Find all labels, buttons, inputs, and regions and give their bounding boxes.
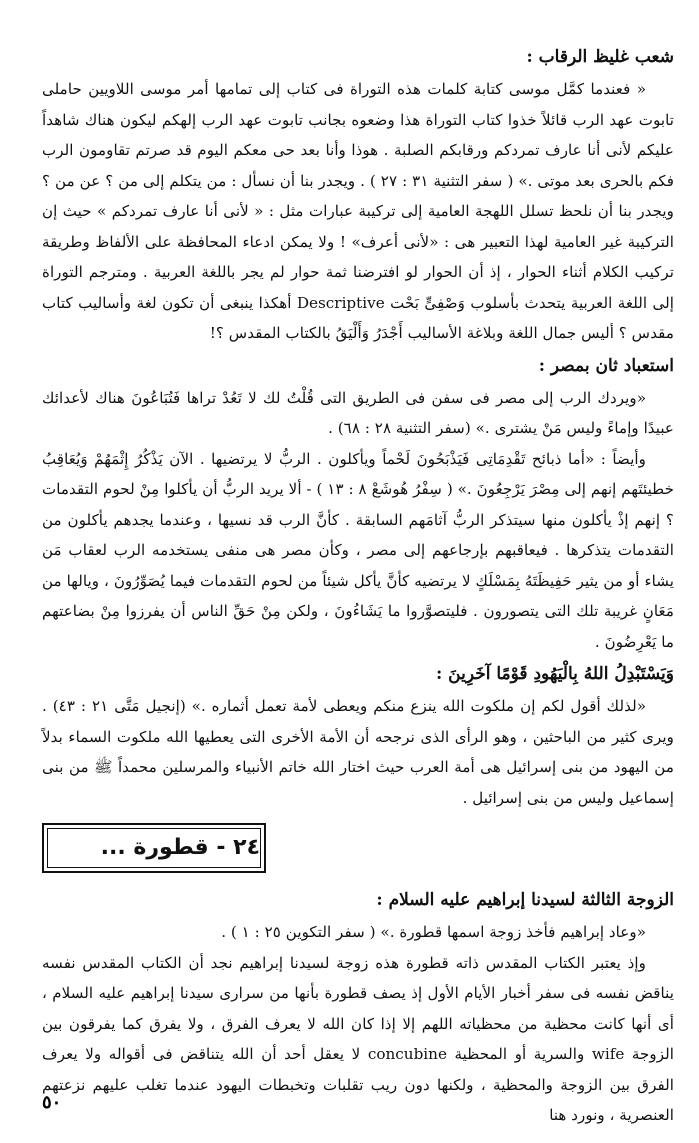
page-number: ٥٠ — [42, 1092, 62, 1113]
page-body — [42, 40, 674, 1131]
chapter-title-box — [42, 823, 266, 873]
paragraph-stiff-necked: « فعندما كمَّل موسى كتابة كلمات هذه التوراة فى كتاب إلى تمامها أمر موسى اللاويين حاملى تابوت عهد الرب قائلاً خذوا كتاب التوراة هذا وضعوه بجانب تابوت عهد الرب إلهكم ليكون هناك شاهداً عليكم لأنى أنا عارف تمردكم ورقابكم الصلبة . هوذا وأنا بعد حى معكم اليوم قد صرتم تقاومون الرب فكم بالحرى بعد موتى .» ( سفر التثنية ٣١ : ٢٧ ) . ويجدر بنا أن نسأل : من يتكلم إلى من ؟ عن من ؟ ويجدر بنا أن نلحظ تسلل اللهجة العامية إلى تركيبة عبارات مثل : « لأنى أنا عارف تمردكم » حيث إن التركيبة غير العامية لهذا التعبير هى : «لأنى أعرف» ! ولا يمكن ادعاء المحافظة على الألفاظ وطريقة تركيب الكلام أثناء الحوار ، إذ أن الحوار لو افترضنا ثمة حوار لم يجر باللغة العربية . ومترجم التوراة إلى اللغة العربية يتحدث بأسلوب وَصْفِىٍّ بَحْت Descriptive أهكذا ينبغى أن تكون لغة وأساليب كتاب مقدس ؟ أليس جمال اللغة وبلاغة الأساليب أَجْدَرُ وَأَلْيَقُ بالكتاب المقدس ؟! — [42, 80, 674, 342]
chapter-title: ٢٤ - قطورة ... — [47, 828, 261, 868]
paragraph-keturah: وإذ يعتبر الكتاب المقدس ذاته قطورة هذه زوجة لسيدنا إبراهيم نجد أن الكتاب المقدس نفسه يناقض نفسه فى سفر أخبار الأيام الأول إذ يصف قطورة بأنها من سرارى سيدنا إبراهيم عليه السلام ، أى أنها كانت محظية من محظياته اللهم إلا إذا كان الله لا يعرف الفرق ، ولا يفرق كما يفرقون بين الزوجة wife والسرية أو المحظية concubine لا يعقل أحد أن الله يتناقض فى أقواله ولا يعرف الفرق بين الزوجة والمحظية ، ولكنها دون ريب تقلبات وتخبطات اليهود عندما تغلب عليهم نزعتهم العنصرية ، ونورد هنا — [42, 953, 674, 1124]
section-heading-third-wife: الزوجة الثالثة لسيدنا إبراهيم عليه السلام : — [376, 890, 674, 910]
section-heading-stiff-necked: شعب غليظ الرقاب : — [526, 47, 674, 67]
section-heading-second-enslavement: استعباد ثان بمصر : — [538, 355, 674, 376]
quote-genesis: «وعاد إبراهيم فأخذ زوجة اسمها قطورة .» ( سفر التكوين ٢٥ : ١ ) . — [221, 923, 646, 941]
paragraph-hosea: وأيضاً : «أما ذبائح تَقْدِمَاتِى فَيَذْبَحُونَ لَحْماً ويأكلون . الربُّ لا يرتضيها . الآن يَذْكُرُ إِثْمَهُمْ وَيُعَاقِبُ خطيئتَهم إنهم إلى مِصْرَ يَرْجِعُونَ .» ( سِفْرُ هُوشَعْ ٨ : ١٣ ) - ألا يريد الربُّ أن يأكلوا مِنْ لحوم التقدمات ؟ إنهم إذْ يأكلون منها سيتذكر الربُّ آثامَهم السابقة . كأنَّ الرب قد نسيها ، وعندما يجدهم يأكلون من التقدمات يتذكرها . فيعاقبهم بإرجاعهم إلى مصر ، وكأن مصر هى منفى يستخدمه الرب لعقاب مَن يشاء أو من يثير حَفِيظَتَهُ بِمَسْلَكٍ لا يرتضيه كأنَّ يأكل شيئاً من لحوم التقدمات فيما يُصَوِّرُونَ ، ويالها من مَعَانٍ غريبة تلك التى يتصورون . فليتصوَّروا ما يَشَاءُونَ ، ولكن مِنْ حَقِّ الناس أن يفرزوا مِنْ بضاعتهم ما يَعْرِضُونَ . — [42, 449, 674, 651]
paragraph-kingdom: «لذلك أقول لكم إن ملكوت الله ينزع منكم ويعطى لأمة تعمل أثماره .» (إنجيل مَتَّى ٢١ : ٤٣) . ويرى كثير من الباحثين ، وهو الرأى الذى نرجحه أن الأمة الأخرى التى يعطيها الله ملكوت السماء بدلاً من اليهود من بنى إسرائيل هى أمة العرب حيث اختار الله خاتم الأنبياء والمرسلين محمداً ﷺ من بنى إسماعيل وليس من بنى إسرائيل . — [42, 697, 674, 807]
paragraph-egypt-ships: «ويردك الرب إلى مصر فى سفن فى الطريق التى قُلْتُ لك لا تَعُدْ تراها فَتُبَاعُونَ هناك لأعدائك عبيدًا وإماءً وليس مَنْ يشترى .» (سفر التثنية ٢٨ : ٦٨) . — [42, 388, 674, 437]
section-heading-replacement: وَيَسْتَبْدِلُ اللهُ بِالْيَهُودِ قَوْمًا آخَرِينَ : — [435, 664, 674, 684]
